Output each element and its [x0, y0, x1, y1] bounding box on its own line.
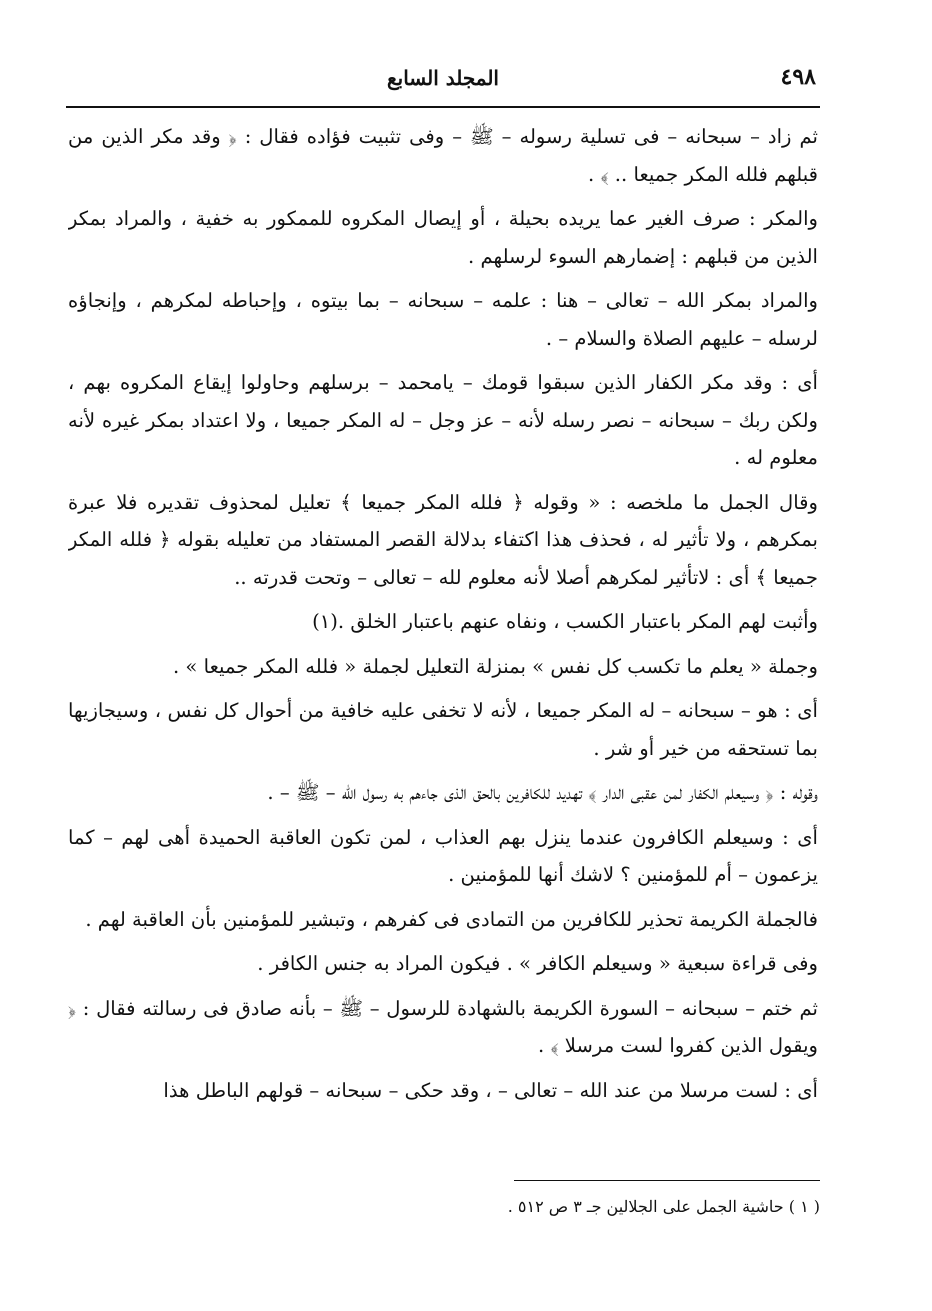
paragraph: والمكر : صرف الغير عما يريده بحيلة ، أو إيصال المكروه للممكور به خفية ، والمراد بمكر الذين من قبلهم : إضمارهم السوء لرسلهم . — [68, 207, 818, 268]
paragraph: ثم ختم – سبحانه – السورة الكريمة بالشهادة للرسول – ﷺ – بأنه صادق فى رسالته فقال : ﴿ ويقول الذين كفروا لست مرسلا ﴾ . — [68, 996, 818, 1057]
paragraph: وقوله : ﴿ وسيعلم الكفار لمن عقبى الدار ﴾ تهديد للكافرين بالحق الذى جاءهم به رسول الله – ﷺ – . — [267, 781, 818, 804]
paragraph: أى : وسيعلم الكافرون عندما ينزل بهم العذاب ، لمن تكون العاقبة الحميدة أهى لهم – كما يزعمون – أم للمؤمنين ؟ لاشك أنها للمؤمنين . — [68, 825, 818, 886]
body-text — [68, 118, 818, 1158]
paragraph: أى : وقد مكر الكفار الذين سبقوا قومك – يامحمد – برسلهم وحاولوا إيقاع المكروه بهم ، ولكن ربك – سبحانه – نصر رسله لأنه – عز وجل – له المكر جميعا ، ولا اعتداد بمكر غيره لأنه معلوم له . — [68, 371, 818, 469]
footnote-rule — [514, 1180, 820, 1181]
footnote: ( ١ ) حاشية الجمل على الجلالين جـ ٣ ص ٥١٢ . — [507, 1197, 820, 1216]
paragraph: وأثبت لهم المكر باعتبار الكسب ، ونفاه عنهم باعتبار الخلق .(١) — [312, 610, 818, 633]
paragraph: وفى قراءة سبعية « وسيعلم الكافر » . فيكون المراد به جنس الكافر . — [257, 952, 818, 975]
paragraph: ثم زاد – سبحانه – فى تسلية رسوله – ﷺ – وفى تثبيت فؤاده فقال : ﴿ وقد مكر الذين من قبلهم فلله المكر جميعا .. ﴾ . — [68, 125, 818, 186]
paragraph: فالجملة الكريمة تحذير للكافرين من التمادى فى كفرهم ، وتبشير للمؤمنين بأن العاقبة لهم . — [85, 907, 818, 931]
header-rule — [66, 106, 820, 108]
paragraph: وقال الجمل ما ملخصه : « وقوله ﴿ فلله المكر جميعا ﴾ تعليل لمحذوف تقديره فلا عبرة بمكرهم ، ولا تأثير له ، فحذف هذا اكتفاء بدلالة القصر المستفاد من تعليله بقوله ﴿ فلله المكر جميعا ﴾ أى : لاتأثير لمكرهم أصلا لأنه معلوم لله – تعالى – وتحت قدرته .. — [68, 490, 818, 589]
paragraph: والمراد بمكر الله – تعالى – هنا : علمه – سبحانه – بما بيتوه ، وإحباطه لمكرهم ، وإنجاؤه لرسله – عليهم الصلاة والسلام – . — [68, 289, 818, 350]
paragraph: أى : لست مرسلا من عند الله – تعالى – ، وقد حكى – سبحانه – قولهم الباطل هذا — [163, 1078, 818, 1102]
paragraph: أى : هو – سبحانه – له المكر جميعا ، لأنه لا تخفى عليه خافية من أحوال كل نفس ، وسيجازيها بما تستحقه من خير أو شر . — [68, 699, 818, 760]
paragraph: وجملة « يعلم ما تكسب كل نفس » بمنزلة التعليل لجملة « فلله المكر جميعا » . — [172, 654, 818, 678]
page-header — [66, 62, 820, 106]
running-title: المجلد السابع — [386, 66, 499, 90]
page-number: ٤٩٨ — [780, 64, 816, 90]
